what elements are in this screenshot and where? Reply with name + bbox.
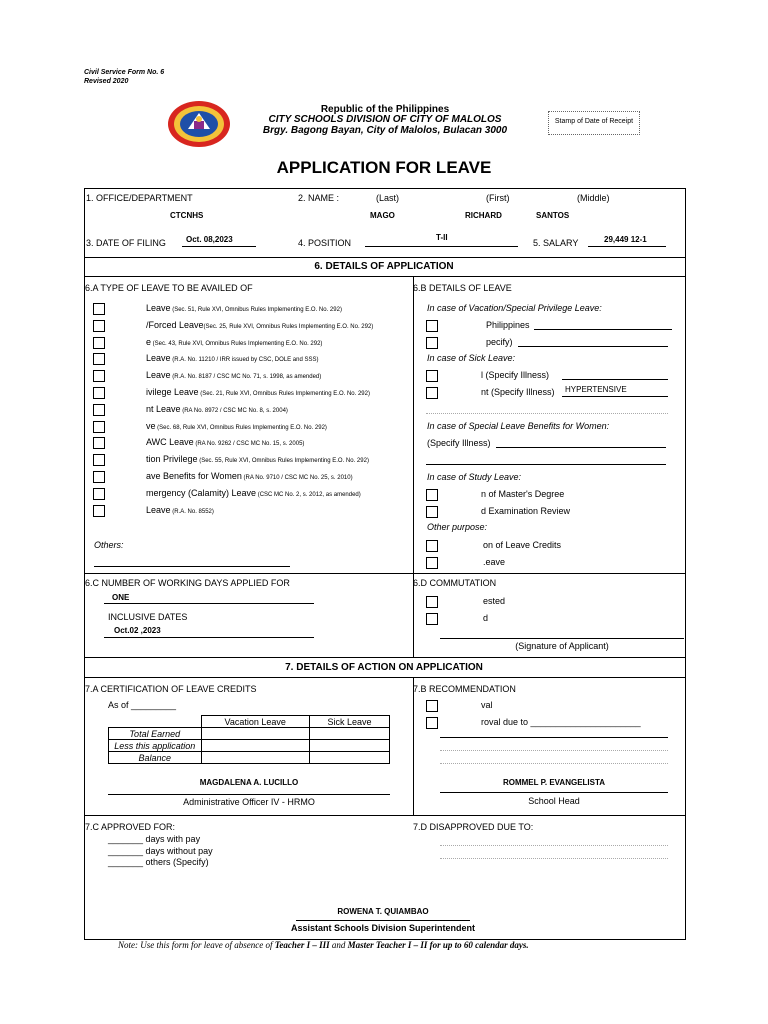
working-days-value[interactable]: ONE bbox=[112, 593, 130, 602]
rec-disapproval-label: roval due to ______________________ bbox=[481, 717, 641, 727]
cell-sick-less[interactable] bbox=[309, 740, 389, 752]
leave-type-checkbox[interactable] bbox=[93, 303, 105, 315]
sick-illness-value[interactable]: HYPERTENSIVE bbox=[565, 385, 627, 394]
position-label: 4. POSITION bbox=[298, 238, 352, 248]
leave-type-checkbox[interactable] bbox=[93, 387, 105, 399]
sick-outpatient-checkbox[interactable] bbox=[426, 387, 438, 399]
inclusive-dates-value[interactable]: Oct.02 ,2023 bbox=[114, 626, 161, 635]
form-revision: Revised 2020 bbox=[84, 78, 129, 85]
cell-vacation-balance[interactable] bbox=[201, 752, 309, 764]
recommendation-title: 7.B RECOMMENDATION bbox=[413, 684, 516, 694]
leave-type-main: /Forced Leave bbox=[146, 320, 204, 330]
study-heading: In case of Study Leave: bbox=[427, 472, 522, 482]
approver-title: Assistant Schools Division Superintendent bbox=[290, 923, 476, 933]
rec-approval-label: val bbox=[481, 700, 493, 710]
monetization-label: on of Leave Credits bbox=[483, 540, 562, 550]
division-name: CITY SCHOOLS DIVISION OF CITY OF MALOLOS bbox=[268, 114, 502, 125]
study-bar-review-checkbox[interactable] bbox=[426, 506, 438, 518]
days-without-pay: _______ days without pay bbox=[108, 846, 213, 856]
details-of-leave-title: 6.B DETAILS OF LEAVE bbox=[413, 283, 512, 293]
leave-type-main: mergency (Calamity) Leave bbox=[146, 488, 257, 498]
women-illness-label: (Specify Illness) bbox=[427, 438, 491, 448]
disapproved-title: 7.D DISAPPROVED DUE TO: bbox=[413, 822, 534, 832]
leave-credits-title: 7.A CERTIFICATION OF LEAVE CREDITS bbox=[85, 684, 257, 694]
cell-sick-balance[interactable] bbox=[309, 752, 389, 764]
stamp-label: Stamp of Date of Receipt bbox=[554, 118, 634, 125]
sick-outpatient-label: nt (Specify Illness) bbox=[481, 387, 555, 397]
leave-type-note: (Sec. 55, Rule XVI, Omnibus Rules Implementing E.O. No. 292) bbox=[197, 458, 369, 464]
filing-date-label: 3. DATE OF FILING bbox=[86, 238, 166, 248]
leave-type-label bbox=[146, 437, 304, 447]
leave-type-checkbox[interactable] bbox=[93, 320, 105, 332]
first-name-label: (First) bbox=[486, 193, 510, 203]
last-name-value[interactable]: MAGO bbox=[370, 211, 395, 220]
last-name-label: (Last) bbox=[376, 193, 400, 203]
leave-type-note: (RA No. 9262 / CSC MC No. 15, s. 2005) bbox=[193, 441, 305, 447]
leave-type-note: (Sec. 43, Rule XVI, Omnibus Rules Implementing E.O. No. 292) bbox=[151, 341, 323, 347]
sick-hospital-label: l (Specify Illness) bbox=[481, 370, 550, 380]
details-application-title: 6. DETAILS OF APPLICATION bbox=[314, 261, 454, 272]
applicant-signature-label: (Signature of Applicant) bbox=[515, 641, 609, 651]
leave-type-main: tion Privilege bbox=[146, 454, 198, 464]
footer-note bbox=[118, 940, 529, 950]
office-label: 1. OFFICE/DEPARTMENT bbox=[86, 193, 193, 203]
position-value[interactable]: T-II bbox=[436, 233, 448, 242]
leave-type-note: (R.A. No. 8187 / CSC MC No. 71, s. 1998, as amended) bbox=[170, 374, 322, 380]
recommender-name: ROMMEL P. EVANGELISTA bbox=[502, 778, 606, 787]
leave-type-checkbox[interactable] bbox=[93, 505, 105, 517]
leave-type-main: Leave bbox=[146, 353, 171, 363]
leave-type-label bbox=[146, 303, 342, 313]
vacation-within-checkbox[interactable] bbox=[426, 320, 438, 332]
other-purpose-heading: Other purpose: bbox=[427, 522, 488, 532]
leave-type-note: (RA No. 8972 / CSC MC No. 8, s. 2004) bbox=[180, 408, 288, 414]
leave-type-label bbox=[146, 454, 369, 464]
division-seal-logo bbox=[166, 99, 232, 149]
inclusive-dates-label: INCLUSIVE DATES bbox=[108, 612, 188, 622]
salary-label: 5. SALARY bbox=[533, 238, 579, 248]
commutation-title: 6.D COMMUTATION bbox=[413, 578, 497, 588]
approved-for-title: 7.C APPROVED FOR: bbox=[85, 822, 176, 832]
row-balance: Balance bbox=[109, 752, 202, 764]
others-label: Others: bbox=[94, 540, 124, 550]
terminal-leave-label: .eave bbox=[483, 557, 506, 567]
certifier-title: Administrative Officer IV - HRMO bbox=[183, 797, 315, 807]
leave-type-checkbox[interactable] bbox=[93, 421, 105, 433]
leave-type-main: AWC Leave bbox=[146, 437, 194, 447]
leave-credits-table bbox=[108, 715, 390, 764]
recommender-title: School Head bbox=[528, 796, 580, 806]
leave-type-label bbox=[146, 421, 327, 431]
cell-sick-earned[interactable] bbox=[309, 728, 389, 740]
leave-type-label bbox=[146, 404, 288, 414]
row-total-earned: Total Earned bbox=[109, 728, 202, 740]
vacation-abroad-checkbox[interactable] bbox=[426, 337, 438, 349]
sick-heading: In case of Sick Leave: bbox=[427, 353, 516, 363]
study-bar-review-label: d Examination Review bbox=[481, 506, 571, 516]
vacation-heading: In case of Vacation/Special Privilege Leave: bbox=[427, 303, 602, 313]
leave-type-checkbox[interactable] bbox=[93, 454, 105, 466]
others-specify: _______ others (Specify) bbox=[108, 857, 209, 867]
rec-disapproval-checkbox[interactable] bbox=[426, 717, 438, 729]
leave-type-note: (CSC MC No. 2, s. 2012, as amended) bbox=[256, 492, 361, 498]
row-less-application: Less this application bbox=[109, 740, 202, 752]
vacation-abroad-label: pecify) bbox=[486, 337, 513, 347]
note-master-teacher: Master Teacher I – II for up to 60 calendar days. bbox=[347, 940, 529, 950]
leave-type-checkbox[interactable] bbox=[93, 353, 105, 365]
commutation-not-requested-checkbox[interactable] bbox=[426, 596, 438, 608]
leave-type-label bbox=[146, 320, 373, 330]
note-teacher: Teacher I – III bbox=[274, 940, 330, 950]
division-address: Brgy. Bagong Bayan, City of Malolos, Bulacan 3000 bbox=[262, 125, 508, 136]
cell-vacation-less[interactable] bbox=[201, 740, 309, 752]
type-of-leave-title: 6.A TYPE OF LEAVE TO BE AVAILED OF bbox=[85, 283, 253, 293]
leave-type-main: ave Benefits for Women bbox=[146, 471, 242, 481]
leave-type-note: (Sec. 51, Rule XVI, Omnibus Rules Implementing E.O. No. 292) bbox=[170, 307, 342, 313]
monetization-checkbox[interactable] bbox=[426, 540, 438, 552]
leave-type-label bbox=[146, 387, 370, 397]
leave-type-note: (Sec. 68, Rule XVI, Omnibus Rules Implementing E.O. No. 292) bbox=[155, 425, 327, 431]
leave-type-checkbox[interactable] bbox=[93, 370, 105, 382]
leave-type-label bbox=[146, 488, 361, 498]
name-label: 2. NAME : bbox=[298, 193, 340, 203]
col-vacation-leave: Vacation Leave bbox=[201, 716, 309, 728]
form-title: APPLICATION FOR LEAVE bbox=[276, 158, 492, 177]
first-name-value[interactable]: RICHARD bbox=[465, 211, 502, 220]
details-action-title: 7. DETAILS OF ACTION ON APPLICATION bbox=[285, 662, 483, 673]
form-number: Civil Service Form No. 6 bbox=[84, 69, 165, 76]
stamp-box bbox=[548, 111, 640, 135]
vacation-within-label: Philippines bbox=[486, 320, 530, 330]
approver-name: ROWENA T. QUIAMBAO bbox=[337, 907, 429, 916]
days-with-pay: _______ days with pay bbox=[108, 834, 201, 844]
leave-type-note: (R.A. No. 8552) bbox=[170, 509, 214, 515]
working-days-title: 6.C NUMBER OF WORKING DAYS APPLIED FOR bbox=[85, 578, 290, 588]
commutation-requested-checkbox[interactable] bbox=[426, 613, 438, 625]
sick-hospital-checkbox[interactable] bbox=[426, 370, 438, 382]
as-of-label: As of _________ bbox=[108, 700, 177, 710]
commutation-requested-label: d bbox=[483, 613, 489, 623]
leave-type-main: Leave bbox=[146, 505, 171, 515]
leave-type-main: ve bbox=[146, 421, 156, 431]
leave-type-label bbox=[146, 353, 318, 363]
leave-type-checkbox[interactable] bbox=[93, 404, 105, 416]
republic-label: Republic of the Philippines bbox=[320, 104, 450, 115]
salary-value[interactable]: 29,449 12-1 bbox=[604, 235, 647, 244]
certifier-name: MAGDALENA A. LUCILLO bbox=[199, 778, 299, 787]
leave-type-main: Leave bbox=[146, 370, 171, 380]
terminal-leave-checkbox[interactable] bbox=[426, 557, 438, 569]
leave-type-note: (Sec. 25, Rule XVI, Omnibus Rules Implementing E.O. No. 292) bbox=[203, 324, 374, 330]
cell-vacation-earned[interactable] bbox=[201, 728, 309, 740]
leave-type-note: (RA No. 9710 / CSC MC No. 25, s. 2010) bbox=[241, 475, 353, 481]
middle-name-label: (Middle) bbox=[577, 193, 610, 203]
leave-type-main: Leave bbox=[146, 303, 171, 313]
rec-approval-checkbox[interactable] bbox=[426, 700, 438, 712]
leave-type-main: nt Leave bbox=[146, 404, 181, 414]
col-sick-leave: Sick Leave bbox=[309, 716, 389, 728]
commutation-not-requested-label: ested bbox=[483, 596, 506, 606]
leave-type-checkbox[interactable] bbox=[93, 337, 105, 349]
leave-type-note: (R.A. No. 11210 / IRR issued by CSC, DOLE and SSS) bbox=[170, 357, 319, 363]
middle-name-value[interactable]: SANTOS bbox=[536, 211, 570, 220]
leave-type-main: e bbox=[146, 337, 152, 347]
leave-type-label bbox=[146, 471, 353, 481]
leave-type-note: (Sec. 21, Rule XVI, Omnibus Rules Implementing E.O. No. 292) bbox=[198, 391, 370, 397]
office-value[interactable]: CTCNHS bbox=[170, 211, 204, 220]
note-prefix: Note: Use this form for leave of absence of bbox=[118, 940, 275, 950]
leave-type-main: ivilege Leave bbox=[146, 387, 199, 397]
women-heading: In case of Special Leave Benefits for Women: bbox=[427, 421, 610, 431]
leave-type-checkbox[interactable] bbox=[93, 488, 105, 500]
note-and: and bbox=[329, 940, 348, 950]
leave-type-checkbox[interactable] bbox=[93, 437, 105, 449]
study-masters-checkbox[interactable] bbox=[426, 489, 438, 501]
leave-type-label bbox=[146, 370, 321, 380]
leave-type-label bbox=[146, 337, 322, 347]
filing-date-value[interactable]: Oct. 08,2023 bbox=[186, 235, 233, 244]
leave-type-checkbox[interactable] bbox=[93, 471, 105, 483]
leave-type-label bbox=[146, 505, 214, 515]
study-masters-label: n of Master's Degree bbox=[481, 489, 565, 499]
